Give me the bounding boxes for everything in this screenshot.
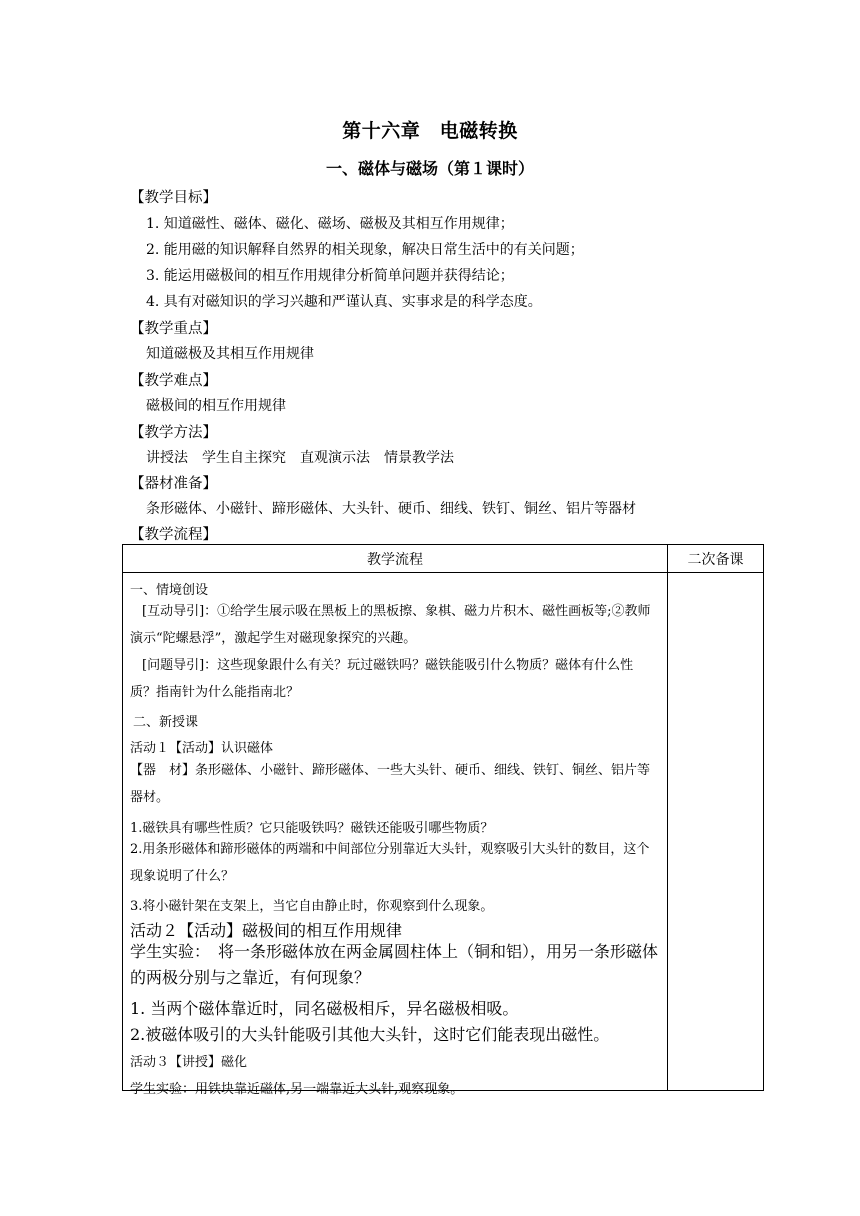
secondary-prep-cell [668, 573, 764, 1091]
equipment-heading: 【器材准备】 [130, 476, 217, 492]
activity-2-result-2: 2.被磁体吸引的大头针能吸引其他大头针，这时它们能表现出磁性。 [130, 1025, 610, 1044]
activity-1-materials: 【器 材】条形磁体、小磁针、蹄形磁体、一些大头针、硬币、细线、铁钉、铜丝、铝片等器材。 [130, 763, 651, 805]
activity-1-title: 活动１【活动】认识磁体 [130, 741, 274, 756]
equipment-text: 条形磁体、小磁针、蹄形磁体、大头针、硬币、细线、铁钉、铜丝、铝片等器材 [146, 501, 636, 517]
section-scenario: 一、情境创设 [130, 583, 209, 598]
lesson-title: 一、磁体与磁场（第１课时） [325, 159, 534, 178]
activity-3-title: 活动３【讲授】磁化 [130, 1055, 248, 1070]
chapter-title: 第十六章 电磁转换 [342, 120, 518, 142]
activity-2-title: 活动２【活动】磁极间的相互作用规律 [130, 921, 403, 940]
activity-1-q3: 3.将小磁针架在支架上，当它自由静止时，你观察到什么现象。 [130, 899, 494, 914]
goal-item: 3. 能运用磁极间的相互作用规律分析简单问题并获得结论； [146, 268, 514, 284]
method-text: 讲授法 学生自主探究 直观演示法 情景教学法 [146, 450, 454, 466]
activity-1-q2: 2.用条形磁体和蹄形磁体的两端和中间部位分别靠近大头针，观察吸引大头针的数目，这个现象说明了什么？ [130, 842, 650, 884]
key-heading: 【教学重点】 [130, 321, 217, 337]
activity-2-experiment: 学生实验： 将一条形磁体放在两金属圆柱体上（铜和铝），用另一条形磁体的两极分别与之靠近，有何现象？ [130, 942, 659, 987]
header-teaching-flow: 教学流程 [123, 545, 668, 573]
activity-3-experiment: 学生实验：用铁块靠近磁体,另一端靠近大头针,观察现象。 [130, 1082, 464, 1097]
goal-item: 2. 能用磁的知识解释自然界的相关现象，解决日常生活中的有关问题； [146, 242, 584, 258]
teaching-flow-table [122, 544, 764, 1097]
difficult-text: 磁极间的相互作用规律 [146, 398, 286, 414]
goal-item: 4. 具有对磁知识的学习兴趣和严谨认真、实事求是的科学态度。 [146, 294, 542, 310]
question-guide: [问题导引]：这些现象跟什么有关？玩过磁铁吗？磁铁能吸引什么物质？磁体有什么性质？指南针为什么能指南北？ [130, 658, 634, 700]
table-header-row [123, 545, 764, 573]
section-new-lesson: 二、新授课 [133, 715, 199, 730]
flow-content-cell [123, 573, 668, 1097]
method-heading: 【教学方法】 [130, 425, 217, 441]
activity-2-result-1: 1. 当两个磁体靠近时，同名磁极相斥，异名磁极相吸。 [130, 999, 519, 1018]
header-secondary-prep: 二次备课 [668, 545, 764, 573]
table-body-row [123, 573, 764, 1091]
activity-1-q1: 1.磁铁具有哪些性质？它只能吸铁吗？磁铁还能吸引哪些物质？ [130, 821, 494, 836]
interactive-guide: [互动导引]：①给学生展示吸在黑板上的黑板擦、象棋、磁力片积木、磁性画板等;②教师演示“陀螺悬浮”，激起学生对磁现象探究的兴趣。 [130, 604, 651, 646]
goals-heading: 【教学目标】 [130, 190, 217, 206]
flow-heading: 【教学流程】 [130, 527, 217, 543]
key-text: 知道磁极及其相互作用规律 [146, 346, 314, 362]
goal-item: 1. 知道磁性、磁体、磁化、磁场、磁极及其相互作用规律； [146, 216, 514, 232]
difficult-heading: 【教学难点】 [130, 373, 217, 389]
